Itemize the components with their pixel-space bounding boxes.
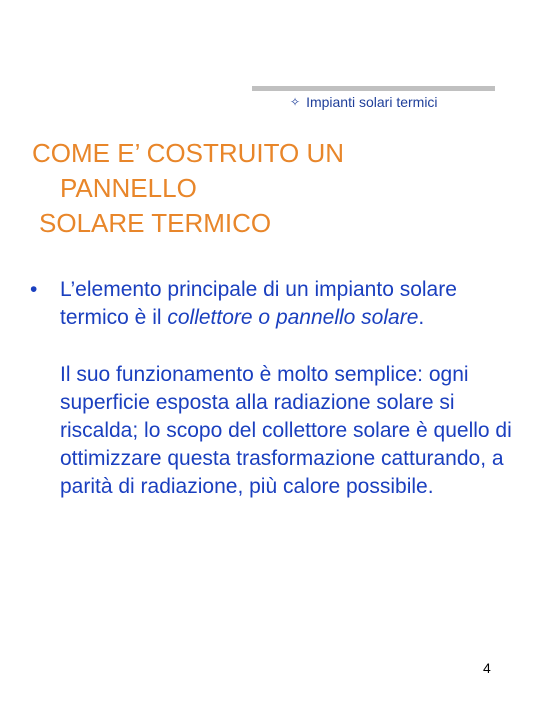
diamond-bullet-icon: ✧ [290, 95, 301, 109]
header-rule [252, 86, 495, 91]
title-line-2: PANNELLO [60, 173, 197, 203]
body-text [30, 276, 530, 501]
para1-italic-collettore: collettore [167, 306, 253, 329]
title-line-3: SOLARE TERMICO [39, 208, 272, 238]
para1-text-a: L’elemento principale di un impianto solare termico è il [60, 278, 457, 329]
bullet-paragraph [30, 276, 530, 332]
second-paragraph: Il suo funzionamento è molto semplice: ogni superficie esposta alla radiazione solare si riscalda; lo scopo del collettore solare è quello di ottimizzare questa trasformazione catturando, a parità di radiazione, più calore possibile. [60, 363, 512, 498]
para1-italic-pannello: pannello solare [275, 306, 419, 329]
section-header-label: Impianti solari termici [306, 94, 438, 110]
slide-title [32, 136, 344, 241]
para1-text-b: o [252, 306, 276, 329]
title-line-1: COME E’ COSTRUITO UN [32, 138, 345, 168]
bullet-dot-icon: • [30, 278, 38, 301]
para1-text-c: . [418, 306, 425, 329]
page-number: 4 [483, 660, 491, 676]
section-header [290, 94, 438, 110]
